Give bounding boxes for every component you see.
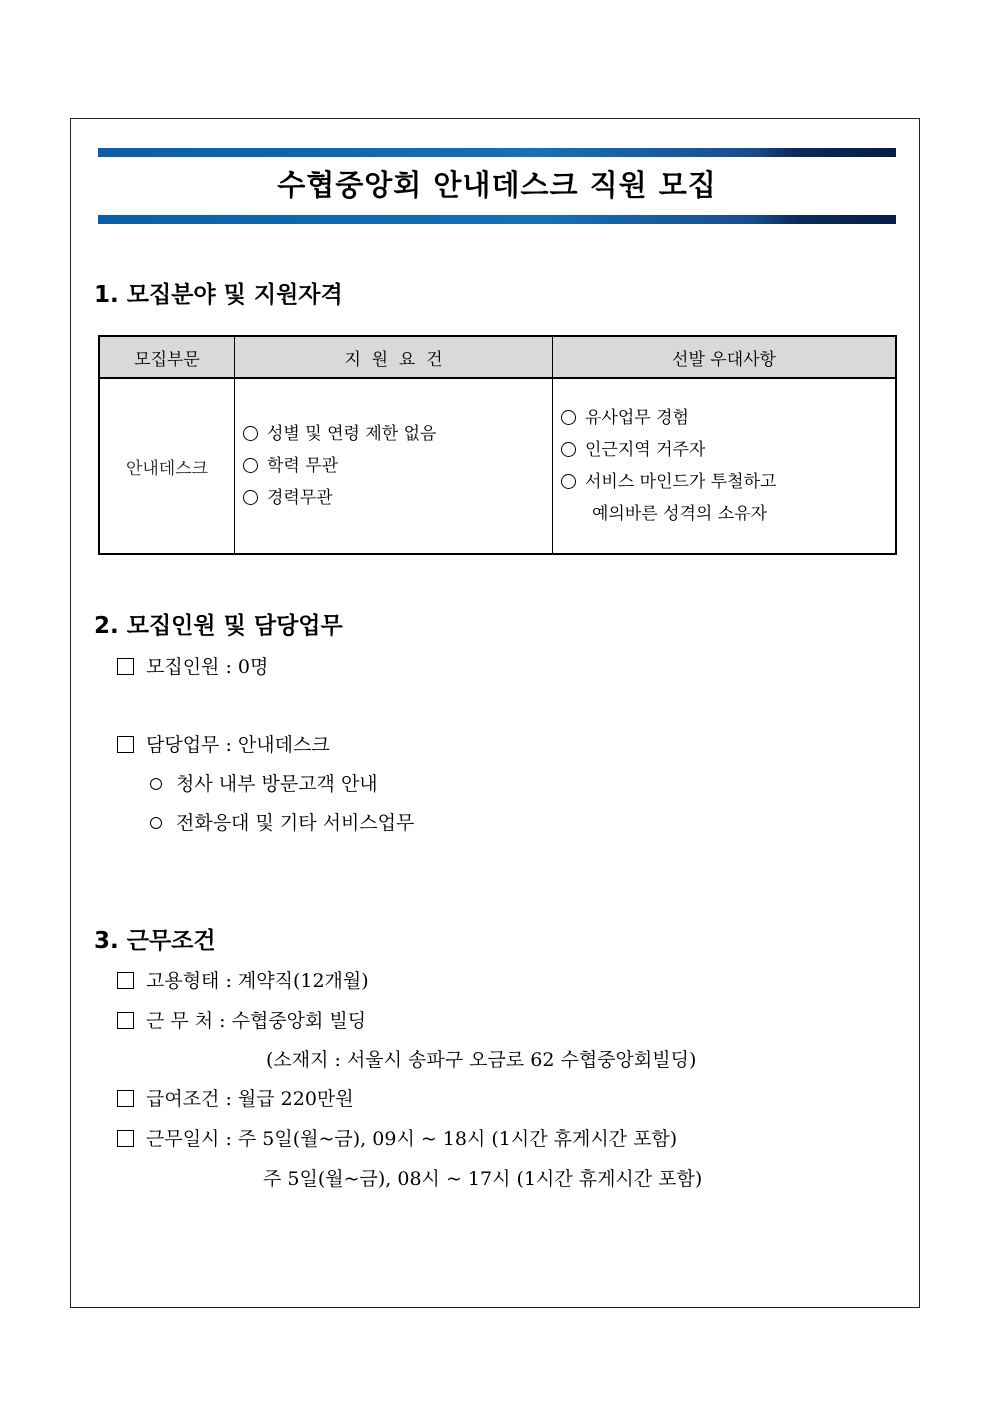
table-cell-requirements (235, 378, 553, 554)
circle-bullet-icon (561, 442, 576, 457)
hours-item: 근무일시 : 주 5일(월~금), 09시 ~ 18시 (1시간 휴게시간 포함) (117, 1124, 677, 1151)
headcount-item: 모집인원 : 0명 (117, 652, 268, 679)
circle-bullet-icon (243, 458, 258, 473)
list-item: 서비스 마인드가 투철하고 (561, 466, 895, 498)
employment-item: 고용형태 : 계약직(12개월) (117, 966, 369, 993)
circle-bullet-icon (561, 410, 576, 425)
square-bullet-icon (117, 1012, 134, 1029)
section-3-heading: 3. 근무조건 (94, 928, 216, 954)
section-2-heading: 2. 모집인원 및 담당업무 (94, 613, 343, 639)
page-title: 수협중앙회 안내데스크 직원 모집 (277, 168, 717, 202)
circle-bullet-icon (243, 490, 258, 505)
title-band-bottom (98, 215, 896, 224)
address-text: (소재지 : 서울시 송파구 오금로 62 수협중앙회빌딩) (266, 1049, 697, 1071)
square-bullet-icon (117, 1130, 134, 1147)
square-bullet-icon (117, 658, 134, 675)
list-item: 유사업무 경험 (561, 402, 895, 434)
circle-bullet-icon (243, 426, 258, 441)
requirements-table (98, 335, 897, 555)
table-header-row (99, 336, 896, 378)
circle-bullet-icon (150, 817, 162, 829)
list-item: 경력무관 (243, 482, 552, 514)
list-item: 학력 무관 (243, 450, 552, 482)
square-bullet-icon (117, 1090, 134, 1107)
table-cell-preferences (553, 378, 897, 554)
section-1-heading: 1. 모집분야 및 지원자격 (94, 282, 343, 308)
salary-item: 급여조건 : 월급 220만원 (117, 1084, 354, 1111)
table-cell-category: 안내데스크 (99, 378, 235, 554)
list-item: 인근지역 거주자 (561, 434, 895, 466)
list-item-continuation: 예의바른 성격의 소유자 (592, 504, 768, 524)
circle-bullet-icon (561, 474, 576, 489)
table-header-requirements: 지 원 요 건 (235, 336, 553, 378)
task-item: 청사 내부 방문고객 안내 (150, 769, 378, 796)
table-header-preferences: 선발 우대사항 (553, 336, 897, 378)
workplace-item: 근 무 처 : 수협중앙회 빌딩 (117, 1006, 366, 1033)
task-item: 전화응대 및 기타 서비스업무 (150, 808, 414, 835)
square-bullet-icon (117, 736, 134, 753)
list-item: 성별 및 연령 제한 없음 (243, 418, 552, 450)
square-bullet-icon (117, 972, 134, 989)
table-header-category: 모집부문 (99, 336, 235, 378)
circle-bullet-icon (150, 778, 162, 790)
table-row (99, 378, 896, 554)
hours-alt-text: 주 5일(월~금), 08시 ~ 17시 (1시간 휴게시간 포함) (263, 1168, 703, 1190)
duty-item: 담당업무 : 안내데스크 (117, 730, 330, 757)
title-band-top (98, 148, 896, 157)
